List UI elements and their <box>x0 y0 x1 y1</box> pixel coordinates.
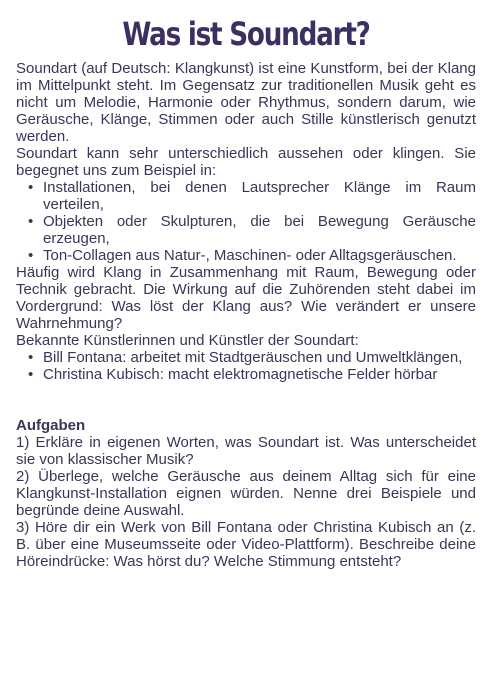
intro-paragraph-1: Soundart (auf Deutsch: Klangkunst) ist eine Kunstform, bei der Klang im Mittelpunkt steht. Im Gegensatz zur traditionellen Musik geht es nicht um Melodie, Harmonie oder Rhythmus, sondern darum, wie Geräusche, Klänge, Stimmen oder auch Stille künstlerisch genutzt werden. <box>16 60 476 145</box>
task-item: 3) Höre dir ein Werk von Bill Fontana oder Christina Kubisch an (z. B. über eine Museumsseite oder Video-Plattform). Beschreibe deine Höreindrücke: Was hörst du? Welche Stimmung entsteht? <box>16 519 476 570</box>
middle-paragraph-2: Bekannte Künstlerinnen und Künstler der Soundart: <box>16 332 359 349</box>
list-item: • Christina Kubisch: macht elektromagnetische Felder hörbar <box>28 366 438 383</box>
intro-paragraph-2: Soundart kann sehr unterschiedlich aussehen oder klingen. Sie begegnet uns zum Beispiel in: <box>16 145 476 179</box>
list-item: • Bill Fontana: arbeitet mit Stadtgeräuschen und Umweltklängen, <box>28 349 463 366</box>
task-item: 1) Erkläre in eigenen Worten, was Soundart ist. Was unterscheidet sie von klassischer Musik? <box>16 434 476 468</box>
page-title: Was ist Soundart? <box>122 15 370 53</box>
list-item: • Ton-Collagen aus Natur-, Maschinen- oder Alltagsgeräuschen. <box>28 247 457 264</box>
artists-list <box>16 349 476 383</box>
middle-paragraph-1: Häufig wird Klang in Zusammenhang mit Raum, Bewegung oder Technik gebracht. Die Wirkung auf die Zuhörenden steht dabei im Vordergrund: Was löst der Klang aus? Wie verändert er unsere Wahrnehmung? <box>16 264 476 332</box>
list-item: • Installationen, bei denen Lautsprecher Klänge im Raum verteilen, <box>28 179 476 213</box>
bullet-icon: • <box>28 349 34 366</box>
tasks-heading: Aufgaben <box>16 417 86 434</box>
task-item: 2) Überlege, welche Geräusche aus deinem Alltag sich für eine Klangkunst-Installation eignen würden. Nenne drei Beispiele und begründe deine Auswahl. <box>16 468 476 519</box>
list-item: • Objekten oder Skulpturen, die bei Bewegung Geräusche erzeugen, <box>28 213 476 247</box>
bullet-icon: • <box>28 179 34 196</box>
examples-list <box>16 179 476 264</box>
bullet-icon: • <box>28 366 34 383</box>
bullet-icon: • <box>28 213 34 230</box>
worksheet <box>16 14 476 570</box>
section-spacer <box>16 383 476 417</box>
bullet-icon: • <box>28 247 34 264</box>
